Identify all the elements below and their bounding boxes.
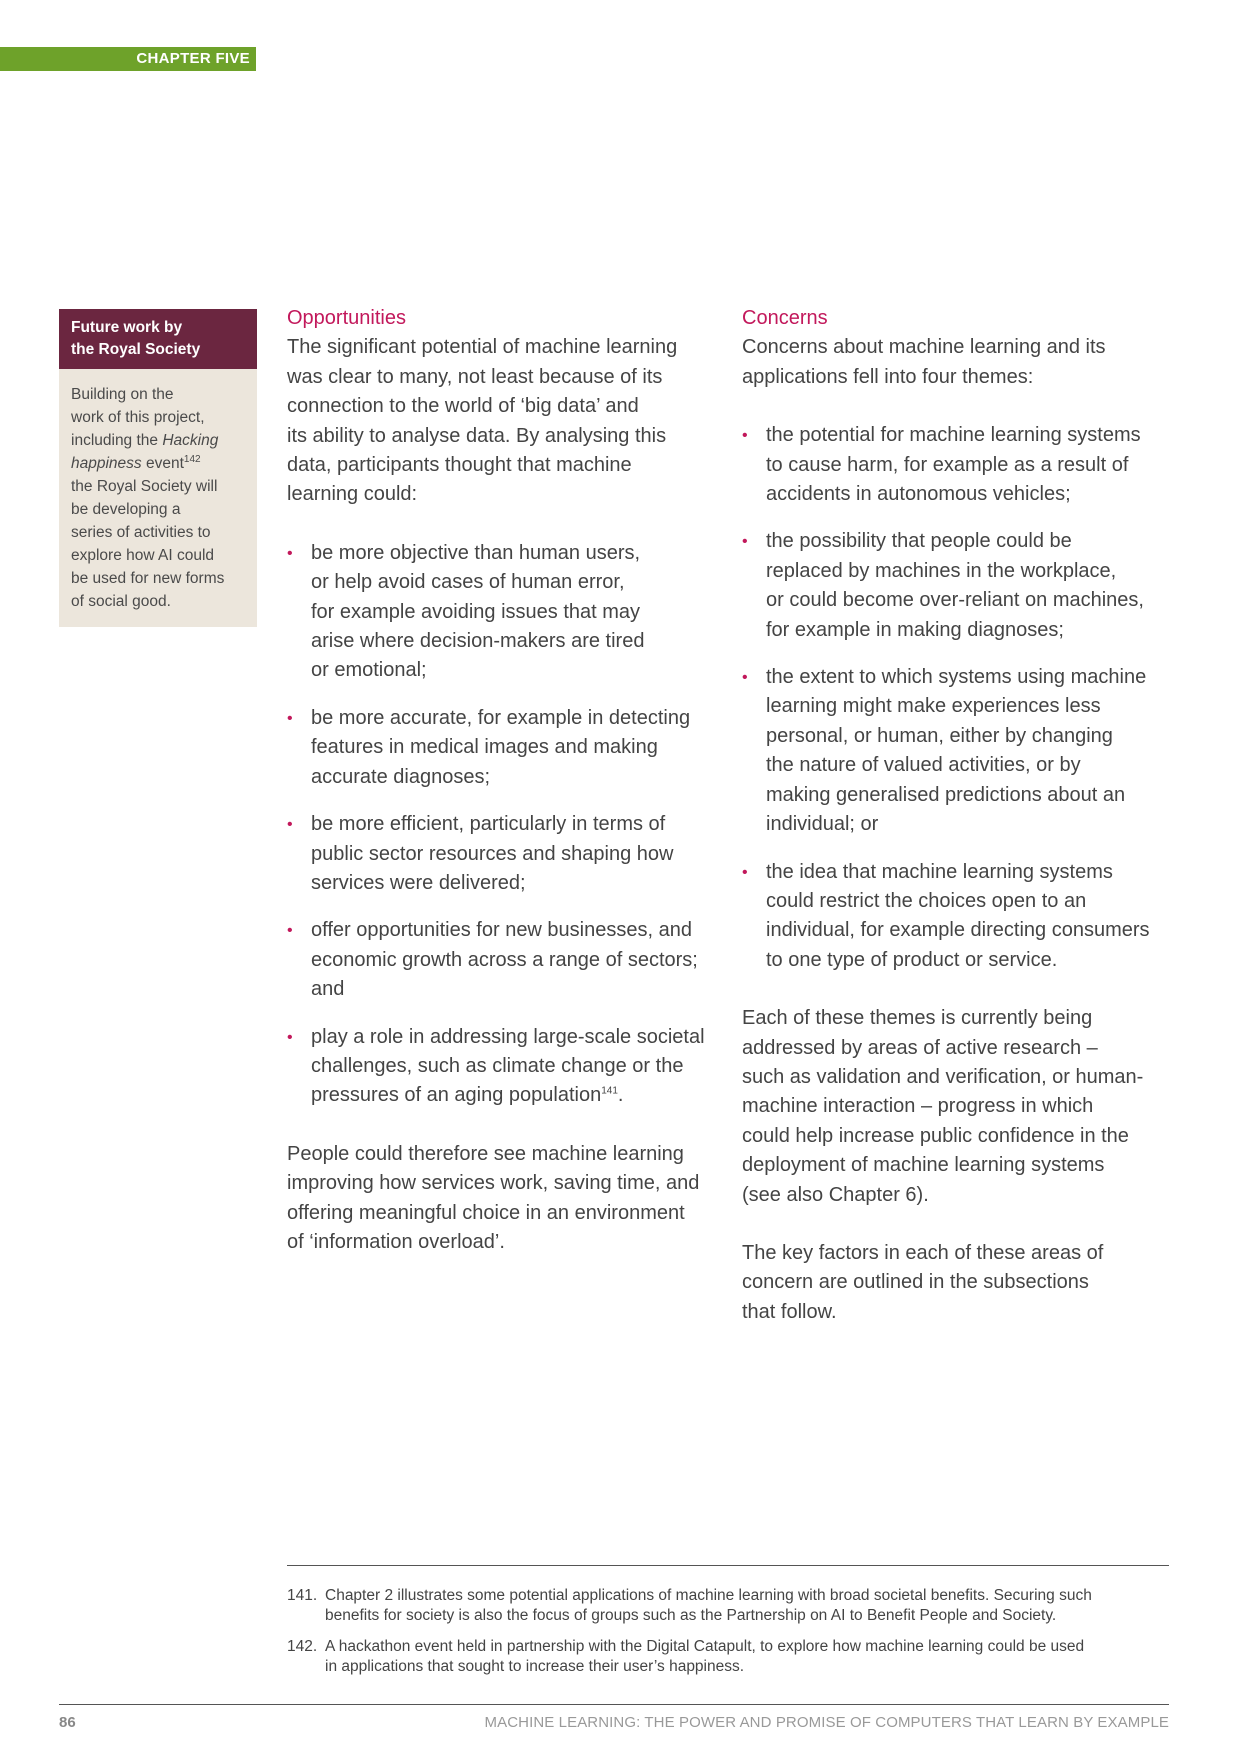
sidebar-line: of social good. — [71, 593, 171, 610]
list-item: • be more efficient, particularly in terms of public sector resources and shaping how services were delivered; — [287, 810, 717, 898]
list-item: • the extent to which systems using machine learning might make experiences less personal, or human, either by changing the nature of valued activities, or by making generalised predictions about an individual; or — [742, 663, 1172, 839]
sidebar-line: including the Hacking — [71, 432, 219, 449]
concerns-column — [742, 304, 1172, 1356]
opportunities-intro: The significant potential of machine learning was clear to many, not least because of its connection to the world of ‘big data’ and its ability to analyse data. By analysing this data, participants thought that machine learning could: — [287, 336, 678, 506]
footer-divider — [59, 1704, 1169, 1705]
sidebar-body — [59, 369, 257, 627]
opportunities-closing: People could therefore see machine learning improving how services work, saving time, and offering meaningful choice in an environment of ‘information overload’. — [287, 1142, 700, 1253]
sidebar-line: the Royal Society will — [71, 478, 218, 495]
footnote-number: 142. — [287, 1638, 318, 1655]
footnote-141: 141. Chapter 2 illustrates some potential applications of machine learning with broad societal benefits. Securing such benefits for society is also the focus of groups such as the Partnership on AI to Benefit People and Society. — [287, 1587, 1092, 1624]
list-item: • the idea that machine learning systems could restrict the choices open to an individual, for example directing consumers to one type of product or service. — [742, 858, 1172, 976]
sidebar-line: happiness event$^{142}$ — [71, 453, 201, 472]
list-item: • the possibility that people could be replaced by machines in the workplace, or could become over-reliant on machines, for example in making diagnoses; — [742, 527, 1172, 645]
bullet-icon: • — [742, 533, 748, 551]
sidebar-box — [59, 309, 257, 627]
list-item: • be more accurate, for example in detecting features in medical images and making accurate diagnoses; — [287, 704, 717, 792]
sidebar-line: series of activities to — [71, 524, 211, 541]
bullet-icon: • — [742, 863, 748, 881]
sidebar-line: be used for new forms — [71, 570, 225, 587]
sidebar-line: Building on the — [71, 386, 174, 403]
footnote-divider — [287, 1565, 1169, 1566]
concerns-intro: Concerns about machine learning and its applications fell into four themes: — [742, 336, 1106, 388]
opportunities-heading: Opportunities — [287, 307, 406, 329]
footnote-number: 141. — [287, 1587, 318, 1604]
concerns-paragraph-1: Each of these themes is currently being addressed by areas of active research – such as validation and verification, or human- machine interaction – progress in which could help increase public confidence in the deployment of machine learning systems (see also Chapter 6). — [742, 1007, 1144, 1206]
opportunities-column — [287, 304, 717, 1286]
bullet-icon: • — [742, 427, 748, 445]
opportunities-list — [287, 539, 717, 1111]
bullet-icon: • — [287, 816, 293, 834]
bullet-icon: • — [287, 544, 293, 562]
running-title: MACHINE LEARNING: THE POWER AND PROMISE OF COMPUTERS THAT LEARN BY EXAMPLE — [484, 1714, 1169, 1731]
footnotes — [287, 1586, 1169, 1688]
list-item: • be more objective than human users, or help avoid cases of human error, for example avoiding issues that may arise where decision-makers are tired or emotional; — [287, 539, 717, 686]
bullet-icon: • — [742, 669, 748, 687]
sidebar-line: be developing a — [71, 501, 181, 518]
list-item: • play a role in addressing large-scale societal challenges, such as climate change or the pressures of an aging population$^{141}$. — [287, 1023, 717, 1111]
bullet-icon: • — [287, 1028, 293, 1046]
page-number: 86 — [59, 1714, 76, 1731]
concerns-list — [742, 421, 1172, 975]
sidebar-title-line: Future work by — [71, 319, 183, 336]
sidebar-title — [59, 309, 257, 369]
bullet-icon: • — [287, 922, 293, 940]
sidebar-line: explore how AI could — [71, 547, 215, 564]
list-item: • the potential for machine learning systems to cause harm, for example as a result of accidents in autonomous vehicles; — [742, 421, 1172, 509]
concerns-heading: Concerns — [742, 307, 828, 329]
footnote-ref: 141 — [601, 1085, 618, 1097]
list-item: • offer opportunities for new businesses, and economic growth across a range of sectors; and — [287, 916, 717, 1004]
concerns-paragraph-2: The key factors in each of these areas of concern are outlined in the subsections that follow. — [742, 1241, 1104, 1323]
chapter-tag: CHAPTER FIVE — [0, 47, 256, 71]
sidebar-title-line: the Royal Society — [71, 341, 201, 358]
bullet-icon: • — [287, 709, 293, 727]
footnote-142: 142. A hackathon event held in partnership with the Digital Catapult, to explore how machine learning could be used in applications that sought to increase their user’s happiness. — [287, 1638, 1085, 1675]
sidebar-line: work of this project, — [71, 409, 205, 426]
footnote-ref: 142 — [183, 453, 201, 465]
